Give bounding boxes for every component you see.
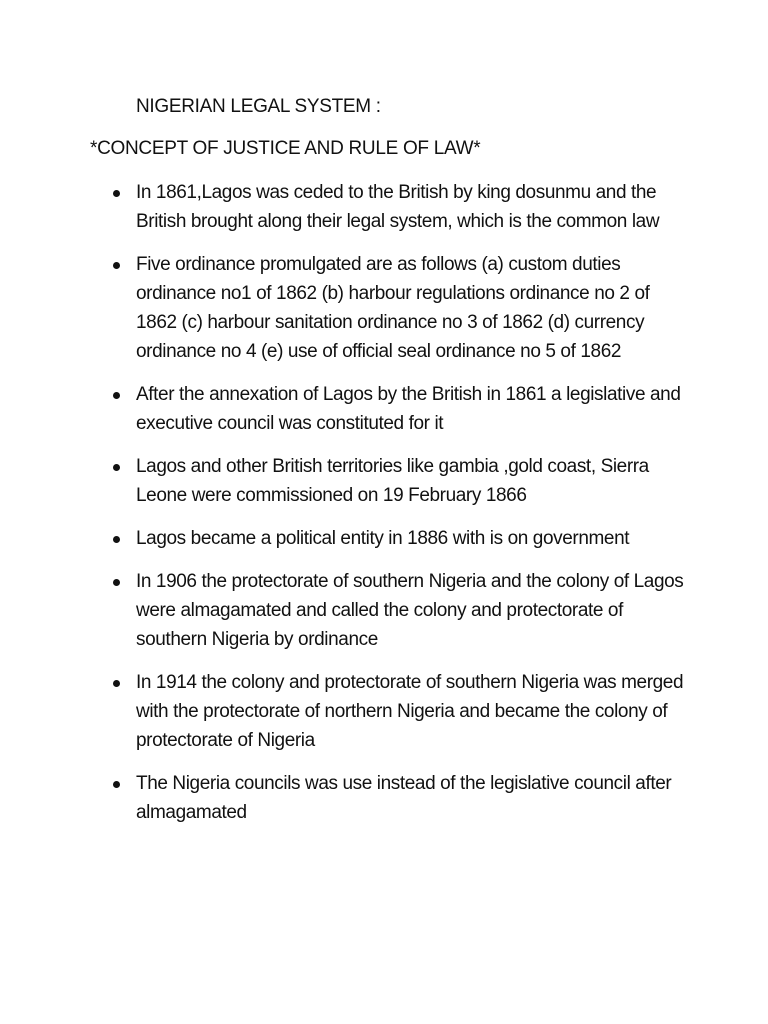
list-item-text: In 1861,Lagos was ceded to the British by king dosunmu and the British brought along their legal system, which is the common law bbox=[136, 182, 660, 232]
list-item bbox=[0, 250, 686, 366]
document-subtitle: *CONCEPT OF JUSTICE AND RULE OF LAW* bbox=[90, 138, 481, 159]
list-item-text: In 1914 the colony and protectorate of southern Nigeria was merged with the protectorate of northern Nigeria and became the colony of protectorate of Nigeria bbox=[136, 672, 684, 751]
bullet-icon bbox=[113, 536, 120, 543]
list-item bbox=[0, 380, 686, 438]
bullet-icon bbox=[113, 262, 120, 269]
list-item bbox=[0, 524, 686, 553]
list-item-text: Lagos became a political entity in 1886 with is on government bbox=[136, 528, 630, 549]
list-item-text: In 1906 the protectorate of southern Nigeria and the colony of Lagos were almagamated and called the colony and protectorate of southern Nigeria by ordinance bbox=[136, 571, 684, 650]
bullet-icon bbox=[113, 680, 120, 687]
bullet-icon bbox=[113, 579, 120, 586]
document-title: NIGERIAN LEGAL SYSTEM : bbox=[136, 96, 381, 117]
bullet-icon bbox=[113, 392, 120, 399]
list-item bbox=[0, 567, 686, 654]
list-item bbox=[0, 178, 686, 236]
list-item-text: The Nigeria councils was use instead of the legislative council after almagamated bbox=[136, 773, 672, 823]
list-item-text: After the annexation of Lagos by the British in 1861 a legislative and executive council was constituted for it bbox=[136, 384, 681, 434]
list-item-text: Lagos and other British territories like gambia ,gold coast, Sierra Leone were commissioned on 19 February 1866 bbox=[136, 456, 649, 506]
list-item bbox=[0, 668, 686, 755]
list-item bbox=[0, 452, 686, 510]
bullet-icon bbox=[113, 464, 120, 471]
bullet-icon bbox=[113, 781, 120, 788]
list-item bbox=[0, 769, 686, 827]
bullet-icon bbox=[113, 190, 120, 197]
list-item-text: Five ordinance promulgated are as follows (a) custom duties ordinance no1 of 1862 (b) harbour regulations ordinance no 2 of 1862 (c) harbour sanitation ordinance no 3 of 1862 (d) currency ordinance no 4 (e) use of official seal ordinance no 5 of 1862 bbox=[136, 254, 650, 362]
bullet-list bbox=[0, 178, 768, 841]
